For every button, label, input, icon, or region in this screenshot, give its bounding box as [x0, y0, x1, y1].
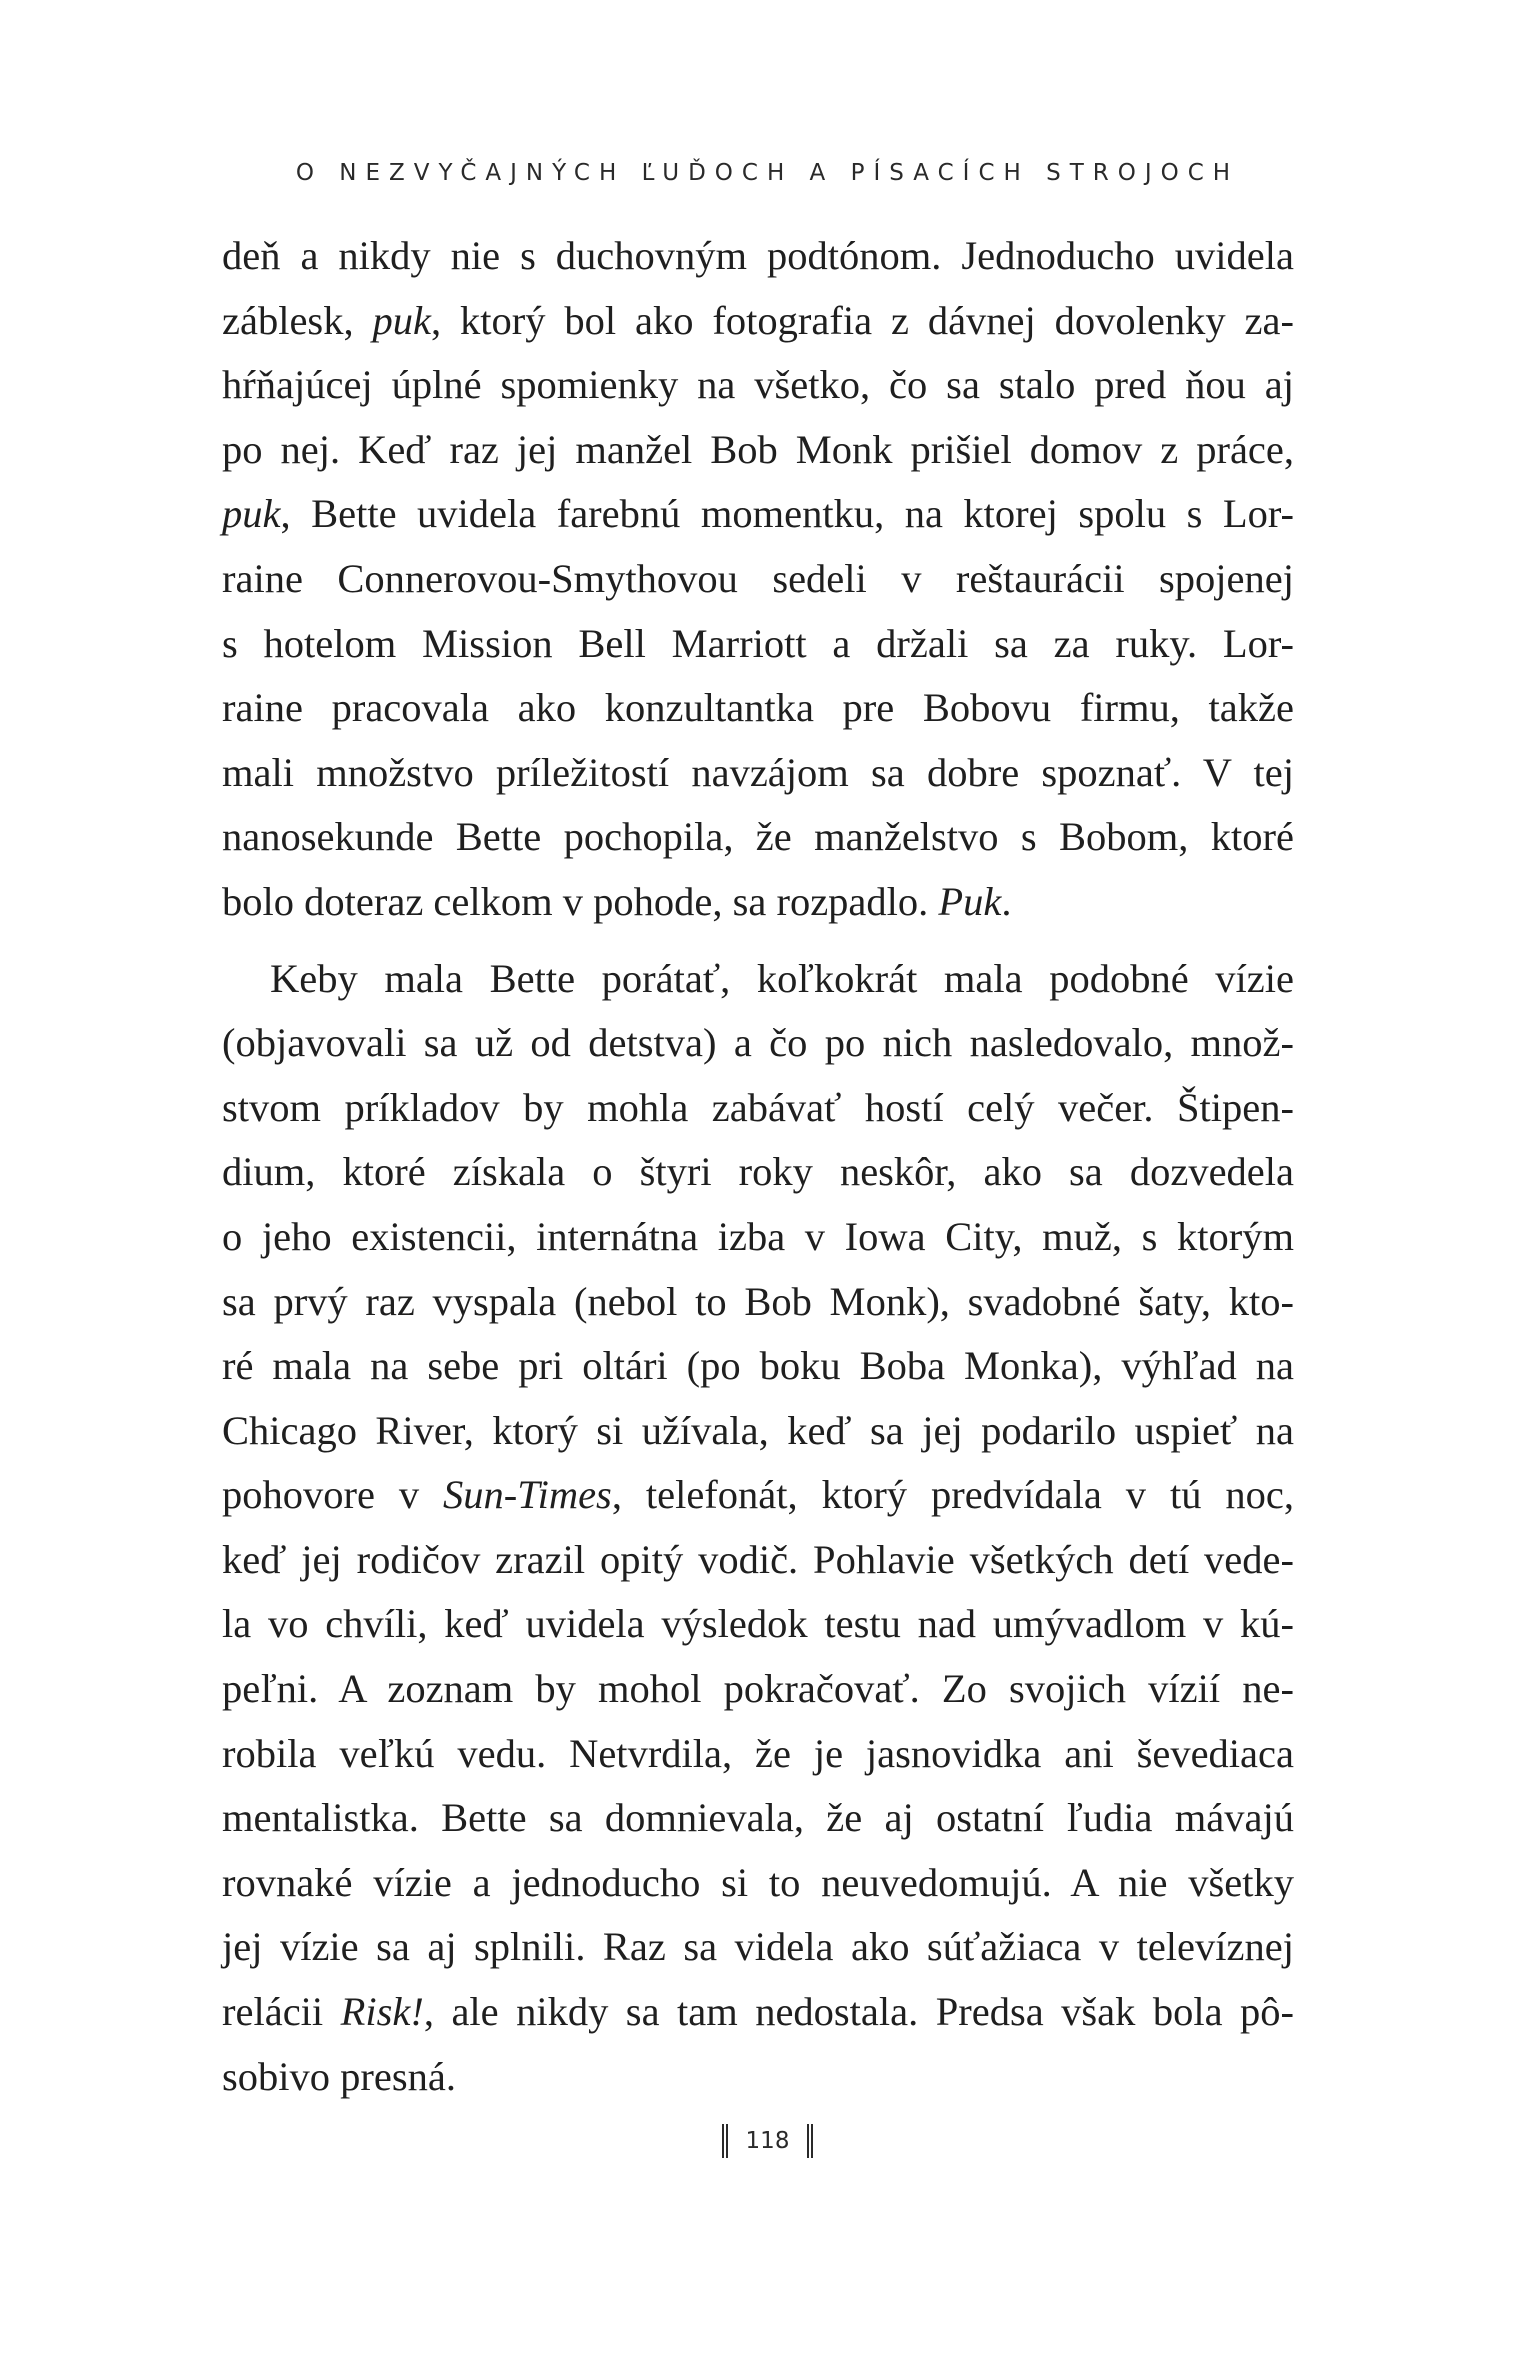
text-run: záblesk, — [222, 297, 373, 343]
text-line — [222, 224, 1294, 289]
text-run: , ale nikdy sa tam nedostala. Predsa však bola pô- — [423, 1989, 1295, 2035]
text-run: mali množstvo príležitostí navzájom sa dobre spoznať. V tej — [222, 749, 1294, 795]
folio-ornament-right — [807, 2124, 813, 2158]
page-number: 118 — [745, 2128, 790, 2154]
text-line — [222, 1011, 1294, 1076]
text-line — [222, 1657, 1294, 1722]
text-run: peľni. A zoznam by mohol pokračovať. Zo svojich vízií ne- — [222, 1666, 1294, 1712]
text-line — [222, 1205, 1294, 1270]
text-run: , Bette uvidela farebnú momentku, na ktorej spolu s Lor- — [280, 491, 1294, 537]
text-run: s hotelom Mission Bell Marriott a držali sa za ruky. Lor- — [222, 620, 1294, 666]
italic-text-run: Risk! — [340, 1989, 424, 2035]
text-line — [222, 2045, 1294, 2110]
text-run: Keby mala Bette porátať, koľkokrát mala podobné vízie — [270, 955, 1294, 1001]
text-line — [222, 1851, 1294, 1916]
text-run: Chicago River, ktorý si užívala, keď sa jej podarilo uspieť na — [222, 1407, 1294, 1453]
running-head: O NEZVYČAJNÝCH ĽUĎOCH A PÍSACÍCH STROJOCH — [295, 160, 1240, 186]
text-line — [222, 805, 1294, 870]
text-run: . — [1001, 878, 1012, 924]
text-line — [222, 1399, 1294, 1464]
text-run: pohovore v — [222, 1472, 444, 1518]
folio — [0, 2124, 1535, 2158]
text-run: po nej. Keď raz jej manžel Bob Monk prišiel domov z práce, — [222, 426, 1294, 472]
text-run: jej vízie sa aj splnili. Raz sa videla ako súťažiaca v televíznej — [222, 1924, 1294, 1970]
text-line — [222, 1722, 1294, 1787]
text-run: , ktorý bol ako fotografia z dávnej dovolenky za- — [430, 297, 1294, 343]
text-run: stvom príkladov by mohla zabávať hostí celý večer. Štipen- — [222, 1084, 1294, 1130]
text-run: relácii — [222, 1989, 341, 2035]
text-line — [222, 676, 1294, 741]
text-run: raine Connerovou-Smythovou sedeli v reštaurácii spojenej — [222, 555, 1294, 601]
text-line — [222, 870, 1294, 935]
text-line — [222, 1334, 1294, 1399]
text-run: nanosekunde Bette pochopila, že manželstvo s Bobom, ktoré — [222, 814, 1294, 860]
text-line — [222, 1592, 1294, 1657]
text-run: bolo doteraz celkom v pohode, sa rozpadlo. — [222, 878, 939, 924]
text-line — [222, 1915, 1294, 1980]
text-line — [222, 547, 1294, 612]
text-line — [222, 741, 1294, 806]
text-run: sa prvý raz vyspala (nebol to Bob Monk), svadobné šaty, kto- — [222, 1278, 1294, 1324]
italic-text-run: puk — [372, 297, 431, 343]
text-line — [222, 1463, 1294, 1528]
text-run: raine pracovala ako konzultantka pre Bobovu firmu, takže — [222, 685, 1294, 731]
text-line — [222, 289, 1294, 354]
text-run: sobivo presná. — [222, 2053, 456, 2099]
body-text — [222, 224, 1294, 2109]
text-run: keď jej rodičov zrazil opitý vodič. Pohlavie všetkých detí vede- — [222, 1536, 1294, 1582]
text-run: la vo chvíli, keď uvidela výsledok testu nad umývadlom v kú- — [222, 1601, 1294, 1647]
text-line — [222, 482, 1294, 547]
text-run: , telefonát, ktorý predvídala v tú noc, — [611, 1472, 1294, 1518]
text-run: ré mala na sebe pri oltári (po boku Boba Monka), výhľad na — [222, 1343, 1294, 1389]
text-line — [222, 947, 1294, 1012]
text-line — [222, 418, 1294, 483]
text-run: o jeho existencii, internátna izba v Iowa City, muž, s ktorým — [222, 1213, 1294, 1259]
text-line — [222, 1786, 1294, 1851]
text-line — [222, 353, 1294, 418]
text-run: deň a nikdy nie s duchovným podtónom. Jednoducho uvidela — [222, 233, 1294, 278]
text-line — [222, 1980, 1294, 2045]
italic-text-run: Puk — [938, 878, 1002, 924]
text-run: robila veľkú vedu. Netvrdila, že je jasnovidka ani ševediaca — [222, 1730, 1294, 1776]
text-run: hŕňajúcej úplné spomienky na všetko, čo sa stalo pred ňou aj — [222, 362, 1294, 408]
text-line — [222, 1270, 1294, 1335]
text-line — [222, 1076, 1294, 1141]
text-line — [222, 612, 1294, 677]
text-run: dium, ktoré získala o štyri roky neskôr, ako sa dozvedela — [222, 1149, 1294, 1195]
text-run: rovnaké vízie a jednoducho si to neuvedomujú. A nie všetky — [222, 1859, 1294, 1905]
text-line — [222, 1528, 1294, 1593]
italic-text-run: Sun-Times — [443, 1472, 612, 1518]
italic-text-run: puk — [222, 491, 281, 537]
text-line — [222, 1140, 1294, 1205]
text-run: (objavovali sa už od detstva) a čo po nich nasledovalo, množ- — [222, 1020, 1294, 1066]
folio-ornament-left — [722, 2124, 728, 2158]
text-run: mentalistka. Bette sa domnievala, že aj ostatní ľudia mávajú — [222, 1795, 1294, 1841]
